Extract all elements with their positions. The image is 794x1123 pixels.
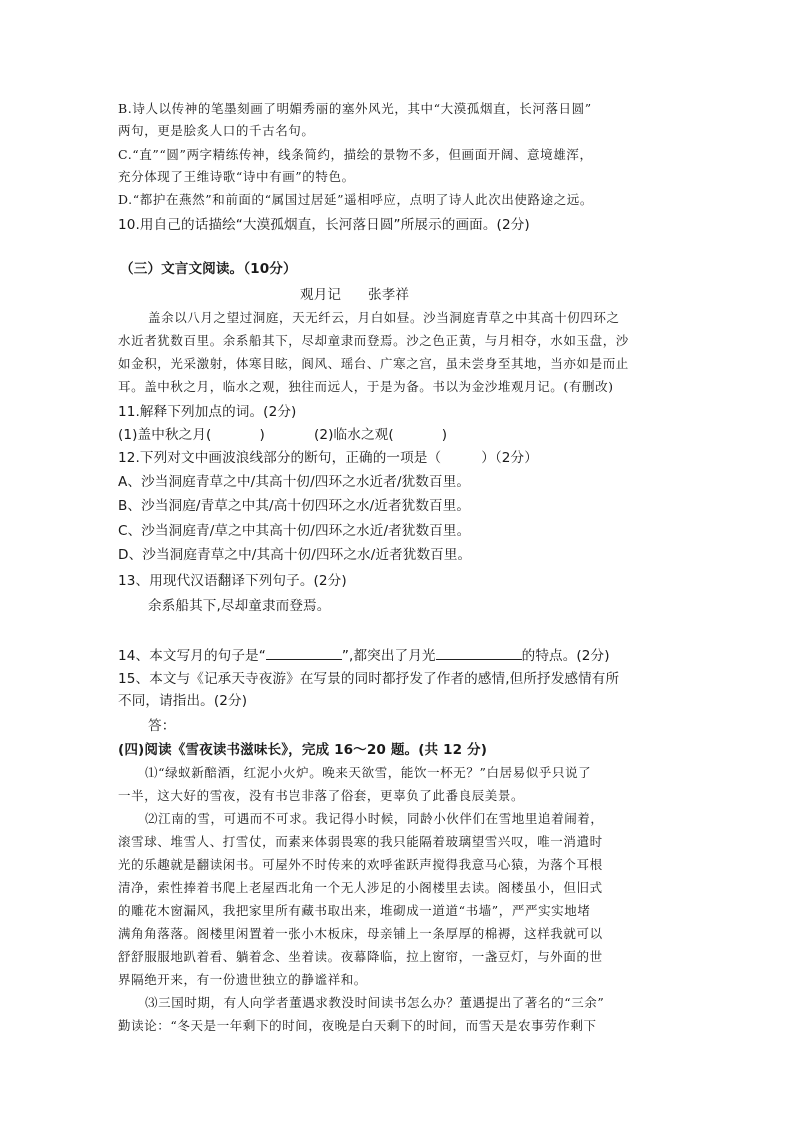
option-b-line-2: 两句，更是脍炙人口的千古名句。 bbox=[118, 123, 315, 138]
s4-p2-line-7: 舒舒服服地趴着看、躺着念、坐着读。夜幕降临，拉上窗帘，一盏豆灯，与外面的世 bbox=[118, 949, 603, 964]
s4-p2-line-2: 滚雪球、堆雪人、打雪仗，而素来体弱畏寒的我只能隔着玻璃望雪兴叹，唯一消遣时 bbox=[118, 834, 603, 849]
section-4-heading: (四)阅读《雪夜读书滋味长》，完成 16～20 题。(共 12 分) bbox=[118, 742, 488, 758]
passage-title: 观月记 bbox=[300, 287, 342, 303]
q11-item-1-text: (1)盖中秋之月( bbox=[118, 427, 212, 443]
s4-p2-line-3: 光的乐趣就是翻读闲书。可屋外不时传来的欢呼雀跃声搅得我意马心猿，为落个耳根 bbox=[118, 857, 603, 872]
q14-blank-2[interactable] bbox=[436, 645, 522, 660]
q14-text-a: 14、本文写月的句子是“ bbox=[118, 648, 266, 664]
question-11-item-2 bbox=[314, 423, 447, 443]
s4-p2-line-4: 清净，索性捧着书爬上老屋西北角一个无人涉足的小阁楼里去读。阁楼虽小，但旧式 bbox=[118, 880, 603, 895]
q12-option-a: A、沙当洞庭青草之中/其高十仞/四环之水近者/犹数百里。 bbox=[118, 474, 471, 490]
passage-line-4: 耳。盖中秋之月，临水之观，独往而远人，于是为备。书以为金沙堆观月记。(有删改) bbox=[118, 379, 614, 394]
q11-item-2-text: (2)临水之观( bbox=[314, 427, 394, 443]
option-b-line-1: B.诗人以传神的笔墨刻画了明媚秀丽的塞外风光，其中“大漠孤烟直，长河落日圆” bbox=[118, 101, 592, 116]
q11-item-2-close: ) bbox=[441, 427, 448, 443]
question-11-item-1 bbox=[118, 423, 265, 443]
q13-sentence: 余系船其下,尽却童隶而登焉。 bbox=[148, 598, 331, 614]
s4-p1-line-1: ⑴“绿蚁新醅酒，红泥小火炉。晚来天欲雪，能饮一杯无？”白居易似乎只说了 bbox=[145, 765, 592, 780]
option-d-line-1: D.“都护在燕然”和前面的“属国过居延”遥相呼应，点明了诗人此次出使路途之远。 bbox=[118, 192, 594, 207]
s4-p2-line-6: 满角角落落。阁楼里闲置着一张小木板床，母亲铺上一条厚厚的棉褥，这样我就可以 bbox=[118, 926, 603, 941]
s4-p2-line-1: ⑵江南的雪，可遇而不可求。我记得小时候，同龄小伙伴们在雪地里追着闹着， bbox=[145, 811, 604, 826]
q12-tail: ）（2分） bbox=[481, 450, 538, 466]
answer-label: 答： bbox=[148, 718, 176, 734]
q12-text: 12.下列对文中画波浪线部分的断句，正确的一项是（ bbox=[118, 450, 442, 466]
question-11: 11.解释下列加点的词。(2分) bbox=[118, 404, 297, 420]
option-c-line-2: 充分体现了王维诗歌“诗中有画”的特色。 bbox=[118, 169, 355, 184]
section-3-heading: （三）文言文阅读。（10分） bbox=[120, 261, 297, 277]
passage-author: 张孝祥 bbox=[368, 287, 410, 303]
question-10: 10.用自己的话描绘“大漠孤烟直，长河落日圆”所展示的画面。(2分) bbox=[118, 217, 530, 233]
s4-p1-line-2: 一半，这大好的雪夜，没有书岂非落了俗套，更辜负了此番良辰美景。 bbox=[118, 788, 525, 803]
s4-p2-line-5: 的雕花木窗漏风，我把家里所有藏书取出来，堆砌成一道道“书墙”，严严实实地堵 bbox=[118, 903, 591, 918]
q14-blank-1[interactable] bbox=[266, 645, 342, 660]
question-15-line-1: 15、本文与《记承天寺夜游》在写景的同时都抒发了作者的感情,但所抒发感情有所 bbox=[118, 671, 620, 687]
s4-p2-line-8: 界隔绝开来，有一份遗世独立的静谧祥和。 bbox=[118, 972, 367, 987]
passage-line-3: 如金积，光采激射，体寒目眩，阆风、瑶台、广寒之宫，虽未尝身至其地，当亦如是而止 bbox=[118, 356, 629, 371]
q12-option-c: C、沙当洞庭青/草之中其高十仞/四环之水近/者犹数百里。 bbox=[118, 523, 471, 539]
question-13: 13、用现代汉语翻译下列句子。(2分) bbox=[118, 573, 347, 589]
passage-line-1: 盖余以八月之望过洞庭，天无纤云，月白如昼。沙当洞庭青草之中其高十仞四环之 bbox=[148, 310, 620, 325]
q12-option-b: B、沙当洞庭/青草之中其/高十仞四环之水/近者犹数百里。 bbox=[118, 498, 471, 514]
question-14 bbox=[118, 644, 610, 664]
option-c-line-1: C.“直”“圆”两字精练传神，线条简约，描绘的景物不多，但画面开阔、意境雄浑， bbox=[118, 147, 593, 162]
passage-line-2: 水近者犹数百里。余系船其下，尽却童隶而登焉。沙之色正黄，与月相夺，水如玉盘，沙 bbox=[118, 333, 629, 348]
q14-text-b: ”,都突出了月光 bbox=[341, 648, 436, 664]
question-15-line-2: 不同，请指出。(2分) bbox=[118, 693, 248, 709]
q14-text-c: 的特点。(2分) bbox=[521, 648, 610, 664]
s4-p3-line-1: ⑶三国时期，有人向学者董遇求教没时间读书怎么办？董遇提出了著名的“三余” bbox=[145, 995, 605, 1010]
question-12 bbox=[118, 446, 538, 466]
q11-item-1-close: ) bbox=[259, 427, 265, 443]
s4-p3-line-2: 勤读论：“冬天是一年剩下的时间，夜晚是白天剩下的时间，而雪天是农事劳作剩下 bbox=[118, 1018, 597, 1033]
q12-option-d: D、沙当洞庭青草之中/其高十仞/四环之水/近者犹数百里。 bbox=[118, 547, 472, 563]
